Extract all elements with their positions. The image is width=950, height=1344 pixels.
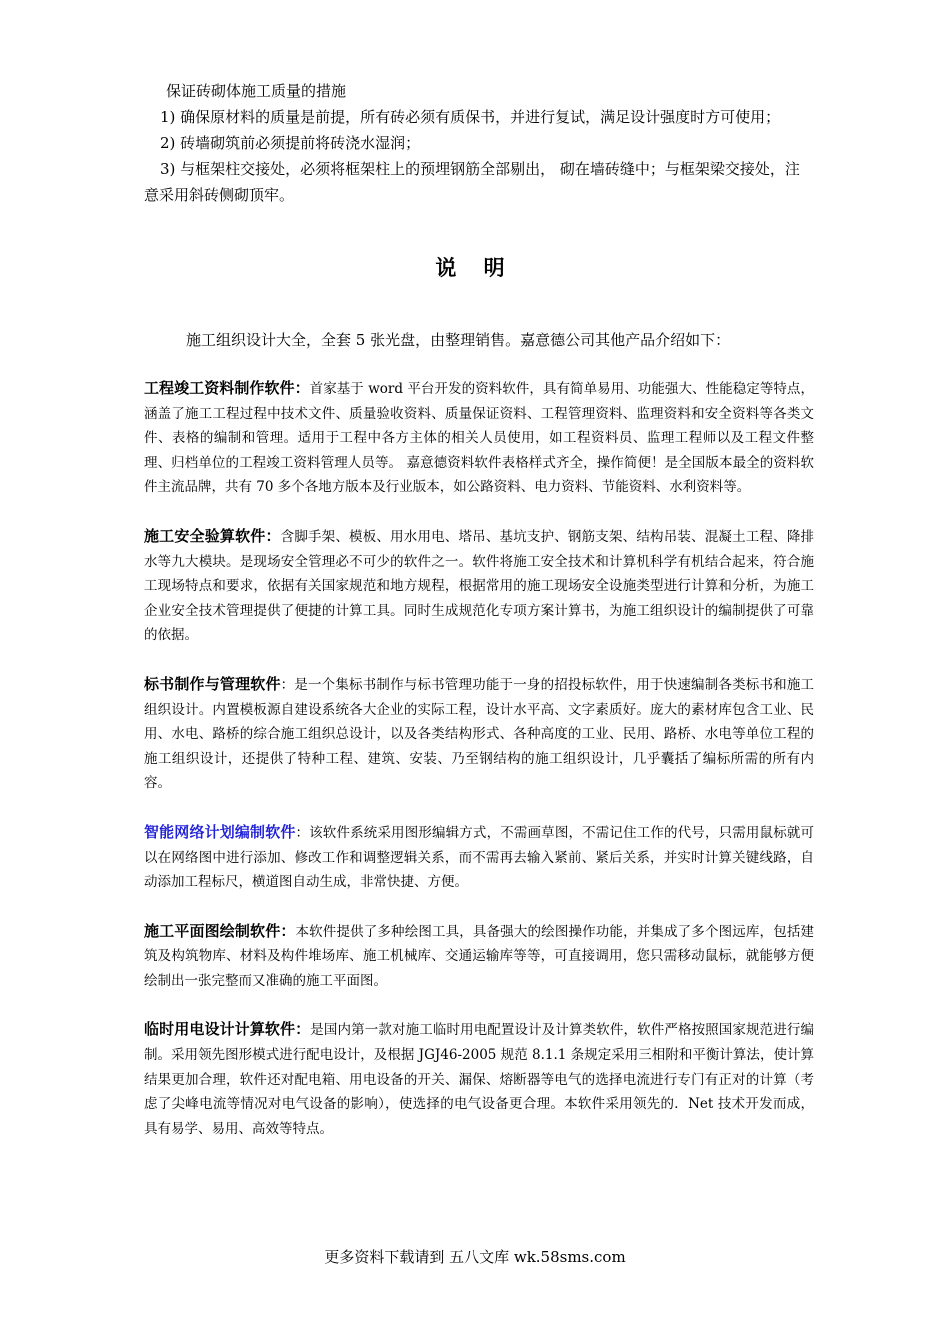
product-item-completion-docs xyxy=(144,376,814,500)
product-description: ：该软件系统采用图形编辑方式，不需画草图，不需记住工作的代号，只需用鼠标就可以在网络图中进行添加、修改工作和调整逻辑关系，而不需再去输入紧前、紧后关系，并实时计算关键线路，自动添加工程标尺，横道图自动生成，非常快捷、方便。 xyxy=(144,824,814,891)
product-name: 施工安全验算软件： xyxy=(144,526,281,545)
product-description: 含脚手架、模板、用水用电、塔吊、基坑支护、钢筋支架、结构吊装、混凝土工程、降排水等九大模块。是现场安全管理必不可少的软件之一。软件将施工安全技术和计算机科学有机结合起来，符合施工现场特点和要求，依据有关国家规范和地方规程，根据常用的施工现场安全设施类型进行计算和分析，为施工企业安全技术管理提供了便捷的计算工具。同时生成规范化专项方案计算书，为施工组织设计的编制提供了可靠的依据。 xyxy=(144,528,814,644)
page-footer: 更多资料下载请到 五八文库 wk.58sms.com xyxy=(324,1248,626,1266)
measures-heading: 保证砖砌体施工质量的措施 xyxy=(166,82,347,100)
product-item-temp-power xyxy=(144,1017,814,1141)
product-item-network-plan xyxy=(144,820,814,895)
product-name: 临时用电设计计算软件： xyxy=(144,1020,311,1039)
product-description: ：是一个集标书制作与标书管理功能于一身的招投标软件，用于快速编制各类标书和施工组织设计。内置模板源自建设系统各大企业的实际工程，设计水平高、文字素质好。庞大的素材库包含工业、民用、水电、路桥的综合施工组织总设计，以及各类结构形式、各种高度的工业、民用、路桥、水电等单位工程的施工组织设计，还提供了特种工程、建筑、安装、乃至钢结构的施工组织设计，几乎囊括了编标所需的所有内容。 xyxy=(144,676,814,792)
product-item-safety-calc xyxy=(144,524,814,648)
page-title: 说 明 xyxy=(435,256,515,280)
product-description: 本软件提供了多种绘图工具，具备强大的绘图操作功能，并集成了多个图远库，包括建筑及构筑物库、材料及构件堆场库、施工机械库、交通运输库等等，可直接调用，您只需移动鼠标，就能够方便绘制出一张完整而又准确的施工平面图。 xyxy=(144,923,814,989)
intro-paragraph: 施工组织设计大全，全套 5 张光盘，由整理销售。嘉意德公司其他产品介绍如下： xyxy=(186,331,731,349)
measure-item-3: 3) 与框架柱交接处，必须将框架柱上的预埋钢筋全部剔出， 砌在墙砖缝中；与框架梁交接处，注意采用斜砖侧砌顶牢。 xyxy=(144,160,800,204)
product-name: 标书制作与管理软件 xyxy=(144,674,281,693)
measure-item-1: 1) 确保原材料的质量是前提，所有砖必须有质保书，并进行复试，满足设计强度时方可使用； xyxy=(160,108,781,126)
product-description: 是国内第一款对施工临时用电配置设计及计算类软件，软件严格按照国家规范进行编制。采用领先图形模式进行配电设计，及根据 JGJ46-2005 规范 8.1.1 条规定采用三相附和平衡计算法，使计算结果更加合理，软件还对配电箱、用电设备的开关、漏保、熔断器等电气的选择电流进行专门有正对的计算（考虑了尖峰电流等情况对电气设备的影响），使选择的电气设备更合理。本软件采用领先的．Net 技术开发而成，具有易学、易用、高效等特点。 xyxy=(144,1022,814,1137)
product-list xyxy=(144,376,814,1165)
product-name-link[interactable]: 智能网络计划编制软件 xyxy=(144,822,296,841)
product-item-bid-docs xyxy=(144,672,814,796)
product-description: 首家基于 word 平台开发的资料软件，具有简单易用、功能强大、性能稳定等特点，涵盖了施工工程过程中技术文件、质量验收资料、质量保证资料、工程管理资料、监理资料和安全资料等各类文件、表格的编制和管理。适用于工程中各方主体的相关人员使用，如工程资料员、监理工程师以及工程文件整理、归档单位的工程竣工资料管理人员等。 嘉意德资料软件表格样式齐全，操作简便！是全国版本最全的资料软件主流品牌，共有 70 多个各地方版本及行业版本，如公路资料、电力资料、节能资料、水利资料等。 xyxy=(144,381,814,496)
product-item-site-plan xyxy=(144,919,814,994)
product-name: 工程竣工资料制作软件： xyxy=(144,379,310,397)
measure-item-2: 2) 砖墙砌筑前必须提前将砖浇水湿润； xyxy=(160,134,421,152)
product-name: 施工平面图绘制软件： xyxy=(144,921,296,940)
quality-measures-section xyxy=(144,78,814,208)
